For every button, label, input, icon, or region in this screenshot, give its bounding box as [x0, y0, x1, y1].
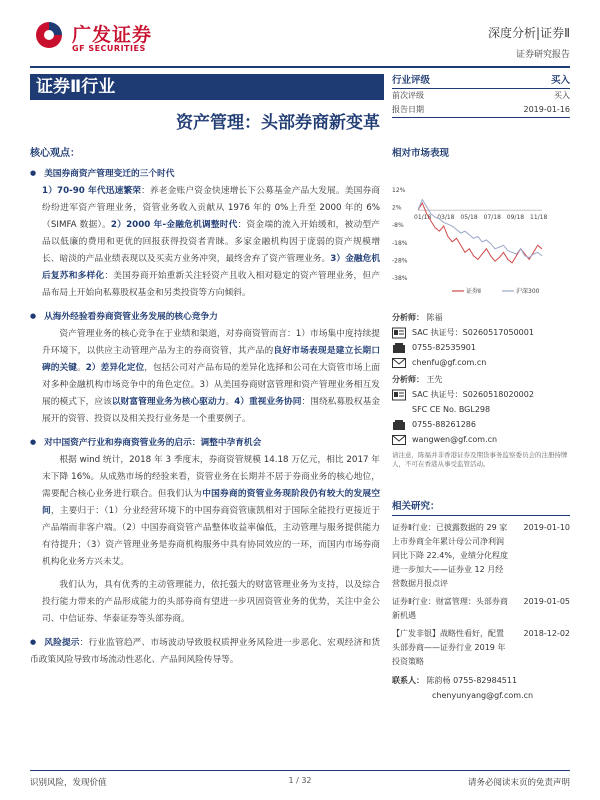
risk-label: ● 风险提示 — [30, 638, 80, 648]
para-2: 资产管理业务的核心竞争在于业绩和渠道，对券商资管而言：1）市场集中度持续提升环境下，以供应主动管理产品为主的券商资管，其产品的良好市场表现是建立长期口碑的关键。2）差异化定位，包括公司对产品布局的差异化选择和公司在大资管市场上面对多种金融机构市场竞争中的角色定位。3）从美国券商财富管理和资产管理业务相互发展的模式下，应该以财富管理业务为核心驱动力。4）重视业务协同：围绕私募股权基金展开的资管、投资以及相关投行业务是一个重要例子。 — [42, 329, 381, 424]
phone-icon — [392, 342, 406, 354]
rating-head-label: 行业评级 — [392, 75, 431, 86]
analyst-email[interactable]: wangwen@gf.com.cn — [392, 432, 570, 447]
rating-head-value: 买入 — [550, 75, 570, 86]
related-item[interactable]: 证券Ⅱ行业：已披露数据的 29 家上市券商全年累计母公司净利润同比下降 22.4%，业绩分化程度进一步加大——证券业 12 月经营数据月报点评 2019-01-10 — [392, 523, 570, 588]
y-tick-label: -8% — [392, 222, 404, 230]
analyst-email[interactable]: chenfu@gf.com.cn — [392, 355, 570, 370]
analyst-cert: SAC 执证号：S0260518020002 — [392, 387, 570, 402]
industry-title: 证券Ⅱ行业 — [30, 74, 384, 100]
y-tick-label: -28% — [392, 257, 408, 265]
para-3: 根据 wind 统计，2018 年 3 季度末，券商资管规模 14.18 万亿元，相比 2017 年末下降 16%。从成熟市场的经验来看，资管业务在长期并不居于券商业务的核心地位，需要配合核心业务进行联合。但我们认为中国券商的资管业务现阶段仍有较大的发展空间，主要归于：（1）分业经营环境下的中国券商资管康凯相对于国际全能投行更接近于产品端而非客户端。（2）中国券商资管产品整体收益率偏低，主动管理与服务提供能力有待提升；（3）资产管理业务是券商机构服务中具有协同效应的一环，而国内市场券商机构化业务方兴未艾。 — [42, 455, 381, 567]
related-item[interactable]: 证券Ⅱ行业：财富管理：头部券商新机遇 2019-01-05 — [392, 597, 570, 620]
y-tick-label: -18% — [392, 239, 408, 247]
relative-performance — [392, 145, 570, 303]
y-tick-label: 12% — [392, 187, 406, 194]
analyst-name-row — [392, 372, 570, 387]
analysts-panel — [392, 310, 570, 469]
analyst-cert: SAC 执证号：S0260517050001 — [392, 325, 570, 340]
rating-row — [392, 89, 570, 103]
analyst-2 — [392, 372, 570, 447]
core-view — [30, 144, 380, 669]
phone-icon — [392, 419, 406, 431]
analyst-label: 分析师： — [392, 313, 424, 322]
y-tick-label: -38% — [392, 275, 408, 282]
analyst-phone: 0755-88261286 — [392, 417, 570, 432]
id-card-icon — [392, 327, 406, 339]
related-item[interactable]: 【广发非银】战略性看好，配置头部券商——证券行业 2019 年投资策略 2018-12-02 — [392, 629, 570, 666]
analyst-label: 分析师： — [392, 375, 424, 384]
bullet-3: ● 对中国资产行业和券商资管业务的启示：调整中孕育机会 — [30, 436, 380, 448]
y-tick-label: 2% — [392, 204, 402, 212]
mail-icon — [392, 434, 406, 446]
rating-panel — [392, 74, 570, 118]
report-header — [488, 24, 570, 60]
rating-bottom-divider — [392, 117, 570, 118]
analyst-1 — [392, 310, 570, 370]
disclaimer-note: 请注意，陈福并非香港证券及期货事务监察委员会的注册持牌人，不可在香港从事受监管活动。 — [392, 451, 568, 468]
para-1: 1）70-90 年代迅速繁荣：养老金账户资金快速增长下公募基金产品大发展。美国券商纷纷进军资产管理业务，资管业务收入贡献从 1976 年的 0%上升至 2000 年的 6%（SIMFA 数据）。2）2000 年-金融危机调整时代：资金端的流入开始缓和，被动型产品以低廉的费用和更优的回报获得投资者青睐。多家金融机构因于庞弱的资产规模增长、暗淡的产品业绩表现以及买卖方业务冲突，最终舍弃了资产管理业务。3）金融危机后复苏和多样化：美国券商开始重新关注轻资产且收入相对稳定的资产管理业务，但产品布局上开始向私募股权基金和另类投资等方向倾斜。 — [42, 186, 381, 298]
analyst-name-row — [392, 310, 570, 325]
mail-icon — [392, 357, 406, 369]
rating-row-value: 2019-01-16 — [523, 105, 570, 114]
analyst-name: 王先 — [426, 375, 443, 384]
id-card-icon — [392, 389, 406, 401]
x-tick-label: 05/18 — [460, 214, 478, 222]
footer-slogan: 识别风险，发现价值 — [30, 778, 107, 788]
header-divider — [30, 66, 570, 68]
core-view-label: 核心观点： — [30, 148, 80, 159]
brand-name-en: GF SECURITIES — [72, 44, 146, 53]
x-tick-label: 11/18 — [530, 214, 548, 222]
performance-chart — [392, 159, 570, 299]
analyst-phone: 0755-82535901 — [392, 340, 570, 355]
related-divider — [392, 515, 570, 516]
rating-row-value: 买入 — [554, 91, 570, 100]
report-title: 资产管理：头部券商新变革 — [176, 113, 380, 133]
para-4: 我们认为，具有优秀的主动管理能力，依托强大的财富管理业务为支持，以及综合投行能力带来的产品形成能力的头部券商有望进一步巩固资管业务的优势，关注中金公司、中信证券、华泰证券等头部券商。 — [42, 580, 380, 624]
page-number: 1 / 32 — [288, 776, 312, 785]
x-tick-label: 03/18 — [437, 214, 455, 222]
bullet-2: ● 从海外经验看券商资管业务发展的核心竞争力 — [30, 310, 380, 322]
rating-head — [392, 74, 570, 88]
x-tick-label: 09/18 — [506, 214, 525, 222]
bullet-1: ● 美国券商资产管理变迁的三个时代 — [30, 167, 380, 179]
analyst-sfc: SFC CE No. BGL298 — [412, 405, 491, 414]
contact-email[interactable]: chenyunyang@gf.com.cn — [432, 691, 534, 700]
legend-label: 证券Ⅱ — [466, 288, 481, 295]
legend-label: 沪深300 — [516, 288, 540, 295]
related-research — [392, 498, 570, 703]
rating-row-label: 报告日期 — [392, 105, 424, 114]
contact-row: 联系人： 陈韵杨 0755-82984511 — [392, 676, 518, 685]
x-tick-label: 07/18 — [483, 214, 501, 222]
brand-logo — [34, 18, 172, 58]
rating-row — [392, 103, 570, 117]
brand-name: 广发证券 — [72, 24, 153, 46]
footer-disclaimer: 请务必阅读末页的免责声明 — [467, 778, 570, 788]
risk-text: ：行业监管趋严、市场波动导致股权质押业务风险进一步恶化、宏观经济和货币政策风险导致市场流动性恶化、产品间风险传导等。 — [30, 638, 381, 665]
rating-row-label: 前次评级 — [392, 91, 424, 100]
risk-paragraph — [30, 634, 380, 669]
x-tick-label: 01/18 — [414, 214, 432, 222]
chart-title: 相对市场表现 — [392, 148, 450, 159]
doc-subtitle: 证券研究报告 — [515, 50, 570, 60]
doc-type: 深度分析|证券Ⅱ — [488, 26, 570, 40]
analyst-name: 陈福 — [426, 313, 443, 322]
gf-logo-icon — [34, 20, 64, 50]
footer-divider — [30, 770, 570, 771]
related-head: 相关研究： — [392, 501, 440, 512]
